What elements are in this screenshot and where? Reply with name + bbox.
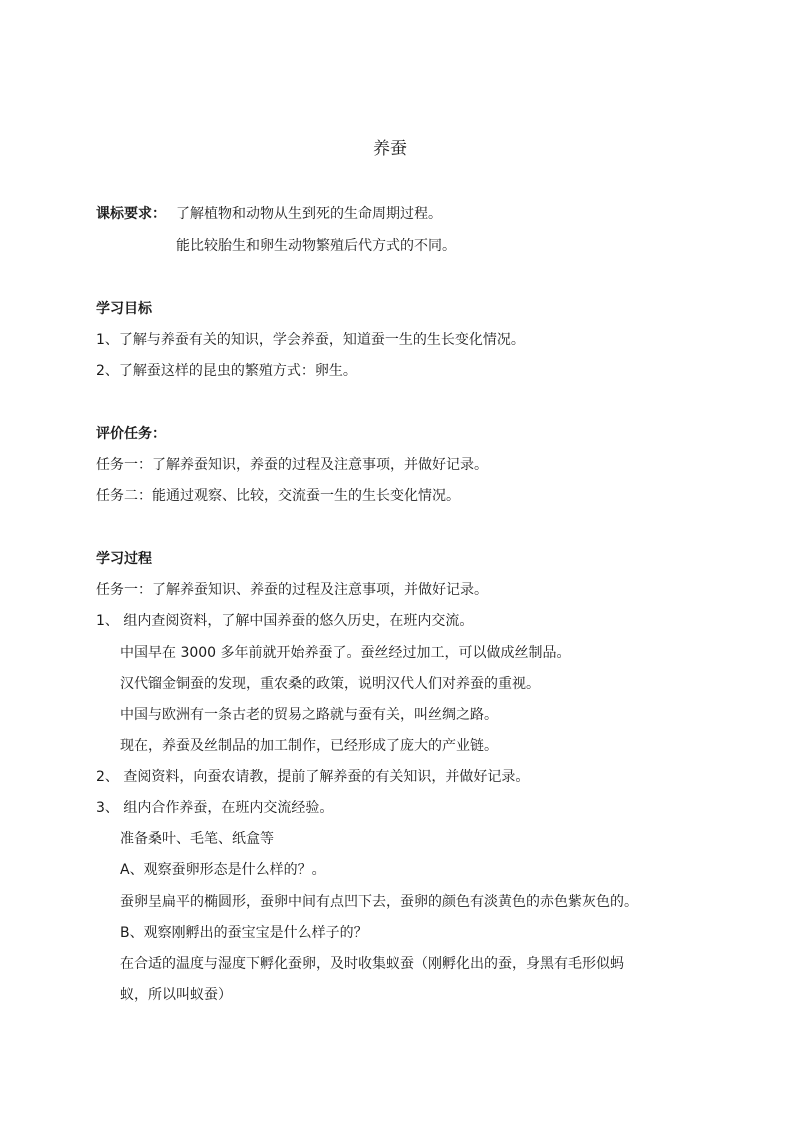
process-line: 现在，养蚕及丝制品的加工制作，已经形成了庞大的产业链。 [120, 738, 498, 754]
process-line: 准备桑叶、毛笔、纸盒等 [120, 831, 274, 847]
process-line: 1、 组内查阅资料，了解中国养蚕的悠久历史，在班内交流。 [96, 613, 474, 629]
process-line: 任务一：了解养蚕知识、养蚕的过程及注意事项，并做好记录。 [96, 582, 488, 598]
process-line: 在合适的温度与湿度下孵化蚕卵，及时收集蚁蚕（刚孵化出的蚕，身黑有毛形似蚂 [120, 956, 624, 972]
process-line: A、观察蚕卵形态是什么样的？。 [120, 862, 326, 878]
curriculum-line: 了解植物和动物从生到死的生命周期过程。 [176, 206, 442, 222]
process-line: 蚕卵呈扁平的椭圆形，蚕卵中间有点凹下去，蚕卵的颜色有淡黄色的赤色紫灰色的。 [120, 894, 638, 910]
process-line: 3、 组内合作养蚕，在班内交流经验。 [96, 800, 334, 816]
process-heading: 学习过程 [96, 551, 152, 567]
curriculum-line: 能比较胎生和卵生动物繁殖后代方式的不同。 [176, 238, 456, 254]
evaluation-heading: 评价任务： [96, 426, 166, 442]
objective-item: 1、了解与养蚕有关的知识，学会养蚕，知道蚕一生的生长变化情况。 [96, 332, 525, 348]
objectives-heading: 学习目标 [96, 301, 152, 317]
evaluation-task: 任务二：能通过观察、比较，交流蚕一生的生长变化情况。 [96, 488, 460, 504]
curriculum-label: 课标要求： [96, 206, 166, 222]
page-title: 养蚕 [373, 139, 407, 159]
process-line: 2、 查阅资料，向蚕农请教，提前了解养蚕的有关知识，并做好记录。 [96, 769, 530, 785]
process-line: 中国早在 3000 多年前就开始养蚕了。蚕丝经过加工，可以做成丝制品。 [120, 645, 571, 661]
process-line: 汉代镏金铜蚕的发现，重农桑的政策，说明汉代人们对养蚕的重视。 [120, 676, 540, 692]
evaluation-task: 任务一：了解养蚕知识，养蚕的过程及注意事项，并做好记录。 [96, 457, 488, 473]
process-line: 中国与欧洲有一条古老的贸易之路就与蚕有关，叫丝绸之路。 [120, 707, 498, 723]
process-line: B、观察刚孵出的蚕宝宝是什么样子的？ [120, 925, 368, 941]
objective-item: 2、了解蚕这样的昆虫的繁殖方式：卵生。 [96, 363, 357, 379]
process-line: 蚁，所以叫蚁蚕） [120, 987, 232, 1003]
